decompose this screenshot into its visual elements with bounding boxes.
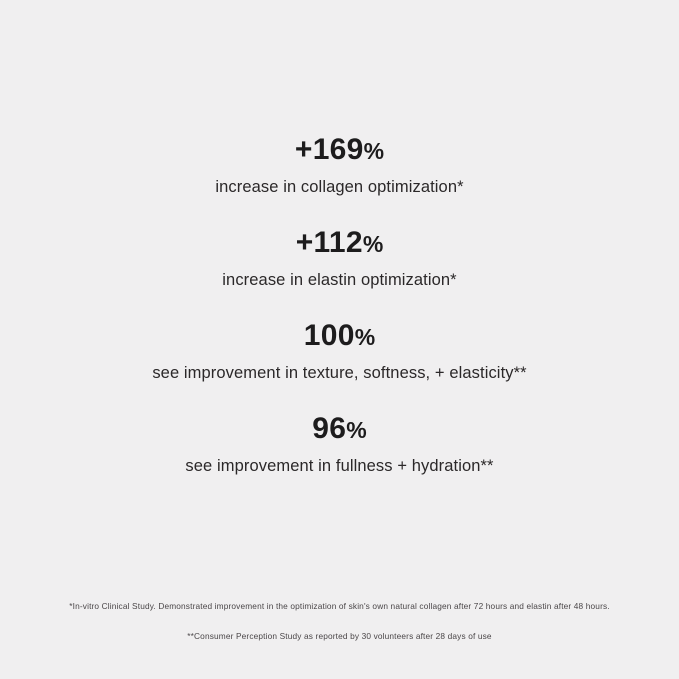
stat-unit: %: [362, 231, 384, 257]
stat-item: [0, 133, 679, 197]
stat-number: +169: [294, 133, 364, 166]
stat-number: +112: [295, 226, 363, 259]
stats-list: [0, 133, 679, 505]
stat-value: [0, 319, 679, 352]
stat-item: [0, 226, 679, 290]
stat-value: [0, 133, 679, 166]
stat-unit: %: [363, 138, 385, 164]
stat-value: [0, 226, 679, 259]
footnote-clinical-study: *In-vitro Clinical Study. Demonstrated improvement in the optimization of skin's own natural collagen after 72 hours and elastin after 48 hours.: [69, 600, 610, 611]
stat-number: 96: [312, 412, 347, 445]
stat-label: see improvement in texture, softness, + elasticity**: [152, 364, 527, 382]
footnotes: [0, 601, 679, 643]
stat-value: [0, 412, 679, 445]
footnote-consumer-study: **Consumer Perception Study as reported by 30 volunteers after 28 days of use: [187, 631, 492, 642]
stat-label: increase in collagen optimization*: [215, 178, 464, 196]
stat-number: 100: [303, 319, 355, 352]
stat-unit: %: [354, 324, 376, 350]
stat-unit: %: [346, 417, 367, 443]
stat-label: see improvement in fullness + hydration**: [185, 457, 494, 475]
stat-item: [0, 319, 679, 383]
stat-item: [0, 412, 679, 476]
stat-label: increase in elastin optimization*: [222, 271, 457, 289]
